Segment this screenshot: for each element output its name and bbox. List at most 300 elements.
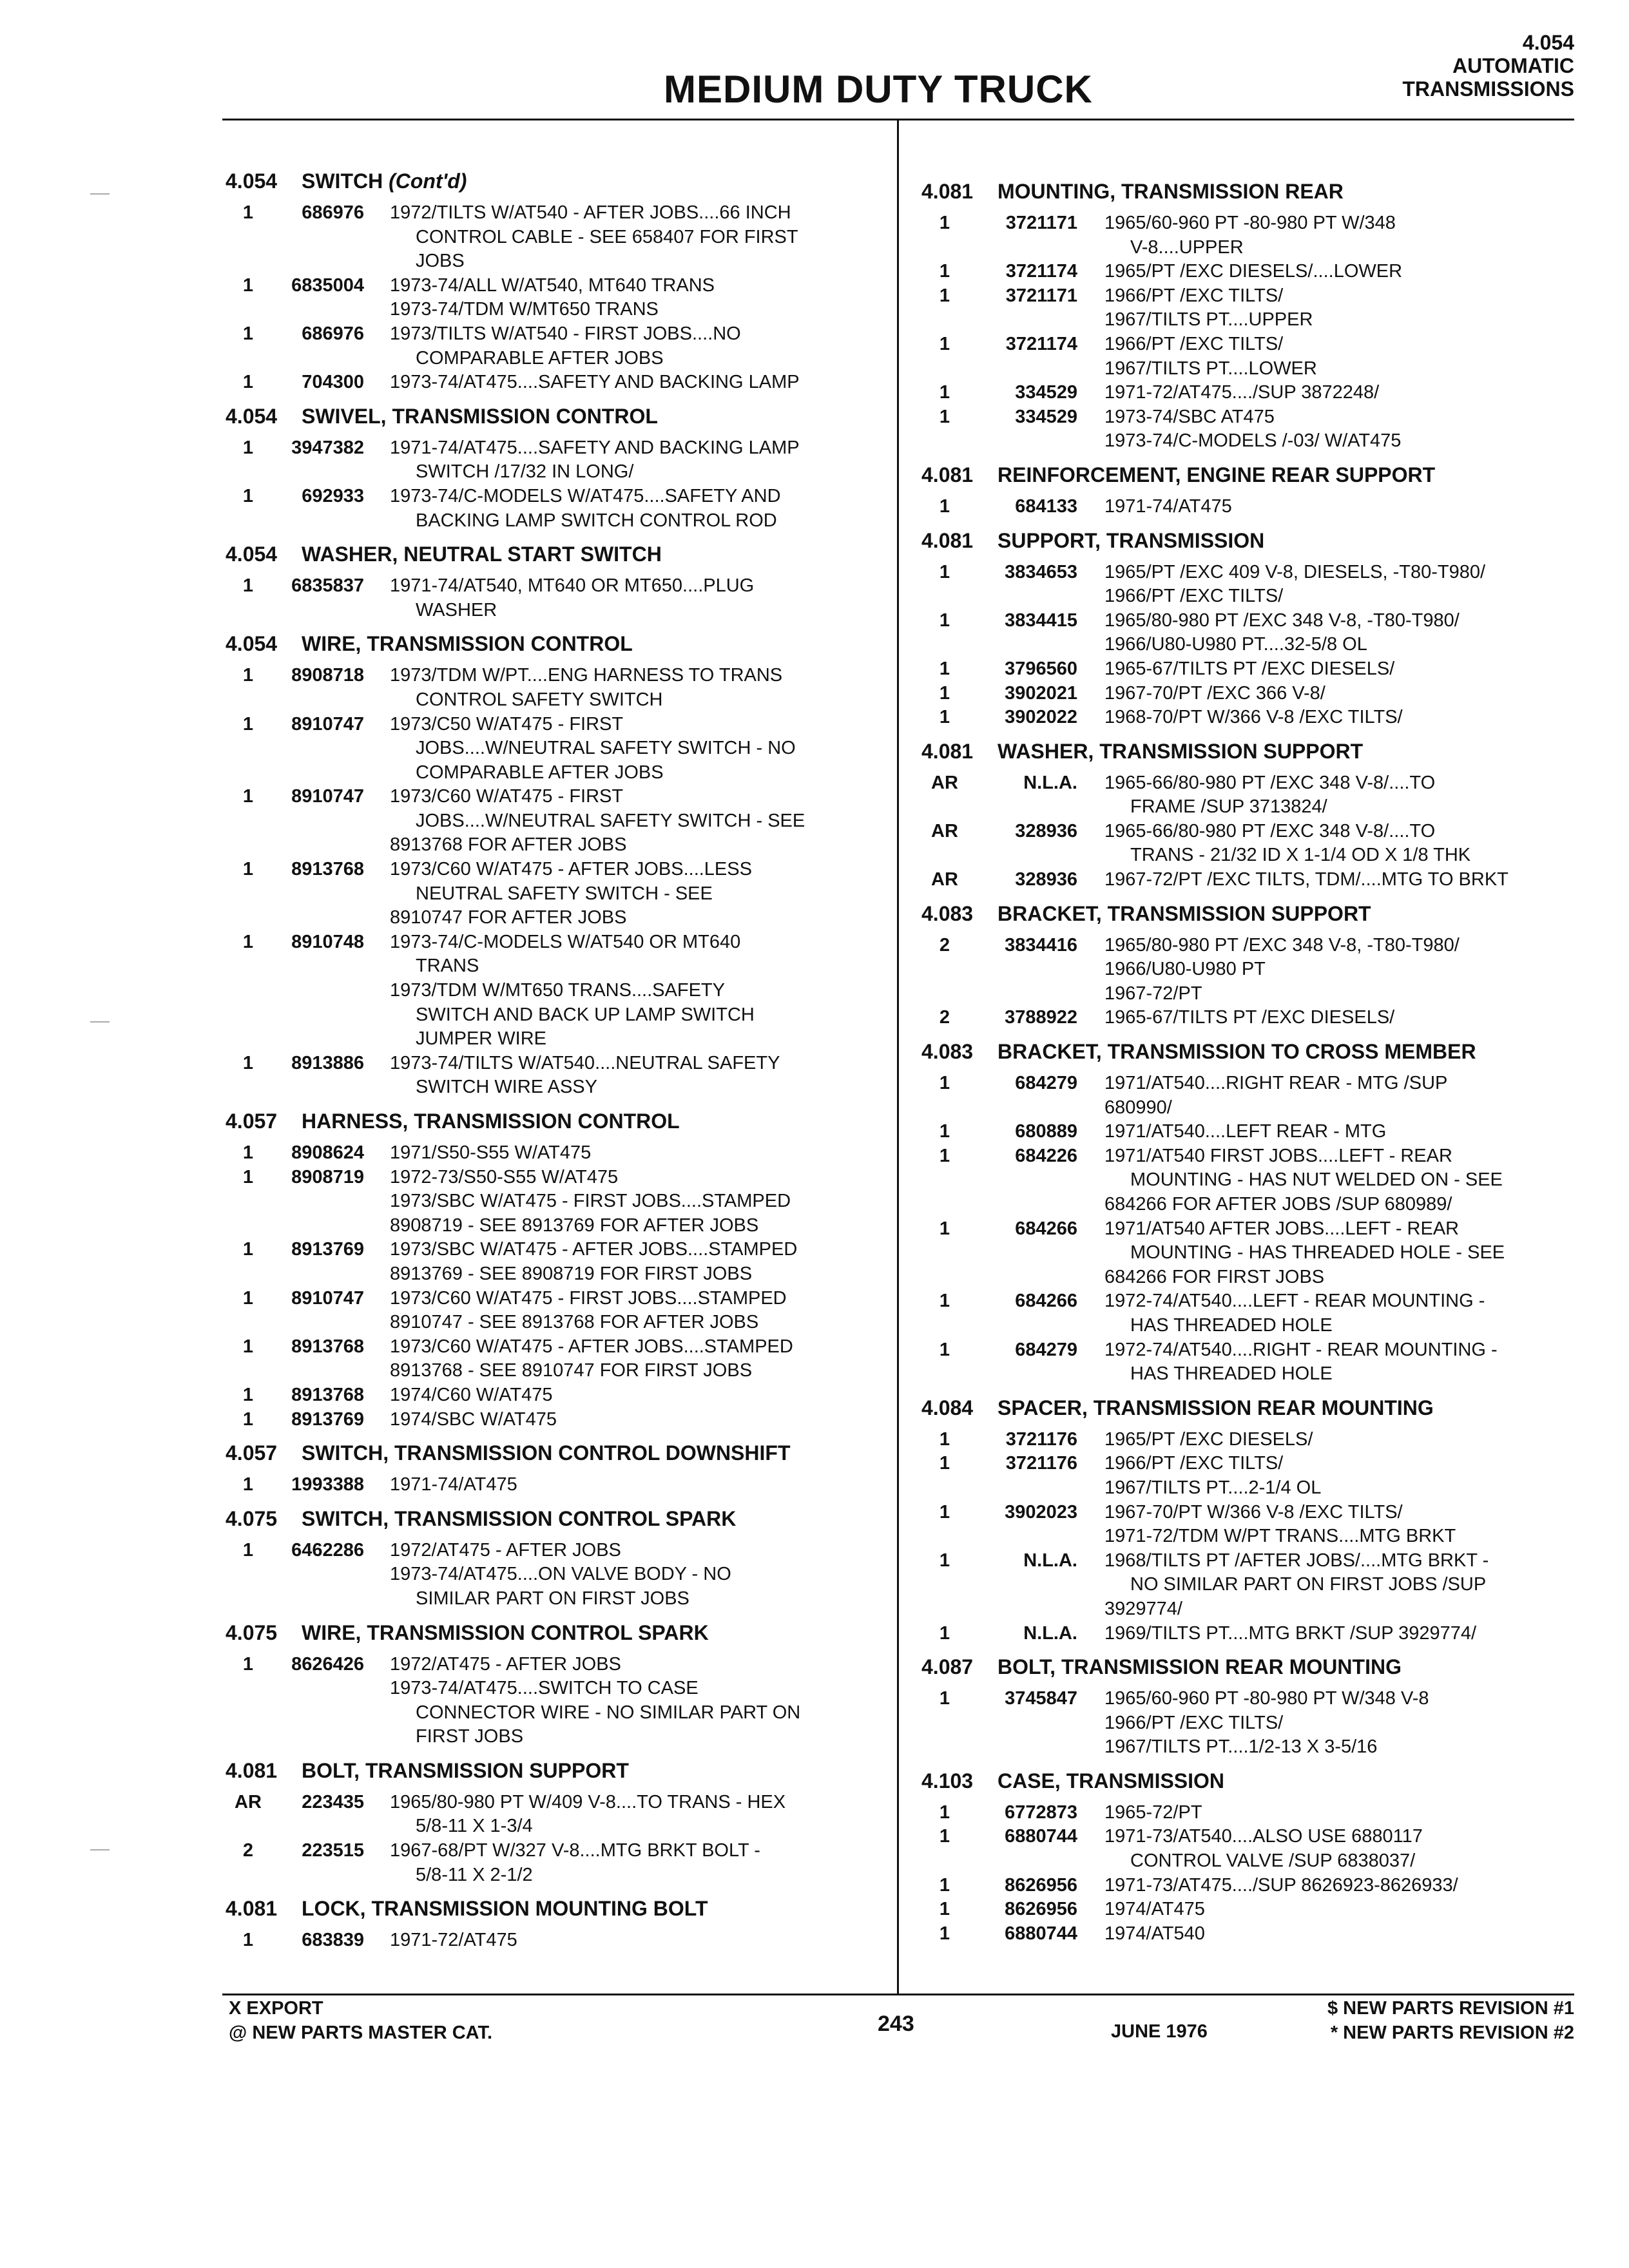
part-number: 6835004 xyxy=(291,274,364,296)
description-line: 1973-74/ALL W/AT540, MT640 TRANS xyxy=(390,274,715,296)
part-description xyxy=(364,1539,889,1611)
part-entry xyxy=(226,1408,889,1432)
quantity: 1 xyxy=(939,495,950,517)
description-line: 1973/TDM W/MT650 TRANS....SAFETY xyxy=(390,980,725,1001)
description-line: 1967-70/PT W/366 V-8 /EXC TILTS/ xyxy=(1104,1501,1403,1523)
part-entry xyxy=(921,1687,1579,1760)
quantity: 1 xyxy=(939,1145,950,1166)
part-description xyxy=(1077,1825,1579,1873)
column-divider xyxy=(897,120,899,1994)
description-line: 1974/C60 W/AT475 xyxy=(390,1384,553,1405)
description-line: 684266 FOR AFTER JOBS /SUP 680989/ xyxy=(1104,1194,1452,1215)
quantity: 2 xyxy=(939,1007,950,1028)
part-description xyxy=(1077,1144,1579,1217)
quantity: 1 xyxy=(242,1336,254,1357)
quantity: AR xyxy=(931,820,958,841)
part-description xyxy=(1077,1898,1579,1922)
description-line: 1965-66/80-980 PT /EXC 348 V-8/....TO xyxy=(1104,772,1436,793)
description-line: 684266 FOR FIRST JOBS xyxy=(1104,1266,1325,1287)
description-line: 1965/60-960 PT -80-980 PT W/348 V-8 xyxy=(1104,1688,1429,1709)
part-description xyxy=(1077,682,1579,706)
description-line: 1971-74/AT475....SAFETY AND BACKING LAMP xyxy=(390,437,800,458)
part-description xyxy=(364,1335,889,1383)
part-description xyxy=(1077,609,1579,657)
description-line: 5/8-11 X 1-3/4 xyxy=(416,1816,533,1837)
part-description xyxy=(1077,260,1579,284)
continued-label: (Cont'd) xyxy=(389,169,467,193)
part-description xyxy=(364,713,889,785)
part-number: 6462286 xyxy=(291,1539,364,1561)
description-line: 1971/AT540 FIRST JOBS....LEFT - REAR xyxy=(1104,1145,1452,1166)
part-entry xyxy=(226,858,889,930)
description-line: 3929774/ xyxy=(1104,1598,1182,1619)
quantity: 1 xyxy=(939,1622,950,1644)
quantity: 1 xyxy=(939,682,950,704)
quantity: 1 xyxy=(242,202,254,223)
part-description xyxy=(1077,1687,1579,1760)
part-entry xyxy=(921,820,1579,868)
description-line: JOBS....W/NEUTRAL SAFETY SWITCH - NO xyxy=(416,738,796,759)
quantity: 1 xyxy=(242,485,254,506)
part-description xyxy=(1077,1428,1579,1452)
part-number: 3745847 xyxy=(1005,1688,1077,1709)
description-line: 8913768 - SEE 8910747 FOR FIRST JOBS xyxy=(390,1360,753,1381)
description-line: 1971-74/AT475 xyxy=(390,1474,517,1495)
section-number: 4.054 xyxy=(226,169,278,193)
part-description xyxy=(1077,1874,1579,1898)
description-line: 1967/TILTS PT....UPPER xyxy=(1104,309,1313,331)
footer-legend-export: X EXPORT xyxy=(229,1998,323,2019)
section-heading xyxy=(226,541,889,568)
quantity: 1 xyxy=(939,1218,950,1239)
part-entry xyxy=(226,1383,889,1408)
part-number: 8908624 xyxy=(291,1142,364,1163)
description-line: CONTROL SAFETY SWITCH xyxy=(416,689,663,710)
description-line: 1965/80-980 PT /EXC 348 V-8, -T80-T980/ xyxy=(1104,934,1460,956)
section-number: 4.081 xyxy=(226,1758,278,1782)
quantity: 1 xyxy=(939,1874,950,1896)
description-line: 1973-74/AT475....SWITCH TO CASE xyxy=(390,1678,699,1699)
part-entry xyxy=(226,1335,889,1383)
description-line: 1973-74/SBC AT475 xyxy=(1104,406,1275,427)
description-line: NEUTRAL SAFETY SWITCH - SEE xyxy=(416,883,713,904)
quantity: AR xyxy=(931,869,958,890)
part-description xyxy=(1077,381,1579,405)
part-description xyxy=(1077,1217,1579,1290)
description-line: 8910747 - SEE 8913768 FOR AFTER JOBS xyxy=(390,1312,759,1333)
part-description xyxy=(1077,1289,1579,1338)
section-title: SUPPORT, TRANSMISSION xyxy=(998,528,1265,552)
description-line: 1966/PT /EXC TILTS/ xyxy=(1104,1453,1284,1474)
description-line: 1974/SBC W/AT475 xyxy=(390,1408,557,1430)
quantity: 1 xyxy=(242,1474,254,1495)
part-description xyxy=(364,201,889,274)
section-number: 4.075 xyxy=(226,1620,278,1644)
description-line: 1967-70/PT /EXC 366 V-8/ xyxy=(1104,682,1325,704)
section-title: CASE, TRANSMISSION xyxy=(998,1769,1225,1792)
part-entry xyxy=(921,1452,1579,1500)
part-number: 8913886 xyxy=(291,1052,364,1073)
part-entry xyxy=(226,1141,889,1166)
description-line: 1965/PT /EXC DIESELS/ xyxy=(1104,1428,1313,1450)
part-number: 3721176 xyxy=(1005,1428,1077,1450)
part-number: 3721174 xyxy=(1005,333,1077,354)
description-line: 1965-67/TILTS PT /EXC DIESELS/ xyxy=(1104,1007,1395,1028)
part-description xyxy=(364,1141,889,1166)
description-line: 1965-66/80-980 PT /EXC 348 V-8/....TO xyxy=(1104,820,1436,841)
description-line: CONTROL VALVE /SUP 6838037/ xyxy=(1130,1850,1416,1872)
quantity: 1 xyxy=(939,1501,950,1523)
left-column xyxy=(226,160,889,1953)
quantity: 1 xyxy=(242,859,254,880)
page-number: 243 xyxy=(878,2012,914,2036)
section-heading xyxy=(921,1767,1579,1794)
part-entry xyxy=(921,657,1579,682)
description-line: 1973-74/AT475....ON VALVE BODY - NO xyxy=(390,1564,731,1585)
description-line: BACKING LAMP SWITCH CONTROL ROD xyxy=(416,510,777,531)
part-number: 8626426 xyxy=(291,1653,364,1675)
description-line: 8910747 FOR AFTER JOBS xyxy=(390,907,627,928)
quantity: 1 xyxy=(242,1384,254,1405)
part-number: 3834416 xyxy=(1005,934,1077,956)
part-entry xyxy=(226,1791,889,1839)
part-description xyxy=(1077,820,1579,868)
description-line: JOBS xyxy=(416,251,465,272)
part-description xyxy=(1077,1120,1579,1144)
description-line: JOBS....W/NEUTRAL SAFETY SWITCH - SEE xyxy=(416,810,805,831)
description-line: 1973-74/C-MODELS /-03/ W/AT475 xyxy=(1104,430,1402,452)
section-title: WIRE, TRANSMISSION CONTROL SPARK xyxy=(302,1620,709,1644)
part-description xyxy=(364,1791,889,1839)
quantity: 1 xyxy=(939,561,950,582)
quantity: 1 xyxy=(242,575,254,597)
description-line: 1968-70/PT W/366 V-8 /EXC TILTS/ xyxy=(1104,707,1403,728)
part-description xyxy=(1077,211,1579,260)
footer-legend-revision-2: * NEW PARTS REVISION #2 xyxy=(1330,2023,1574,2043)
part-entry xyxy=(921,1825,1579,1873)
part-entry xyxy=(226,1928,889,1953)
part-entry xyxy=(921,405,1579,454)
section-number: 4.081 xyxy=(921,739,974,763)
quantity: 1 xyxy=(242,1142,254,1163)
description-line: 1971/AT540....RIGHT REAR - MTG /SUP xyxy=(1104,1073,1448,1094)
description-line: 1973/C60 W/AT475 - AFTER JOBS....STAMPED xyxy=(390,1336,793,1357)
description-line: 1965/PT /EXC DIESELS/....LOWER xyxy=(1104,261,1403,282)
part-number: 680889 xyxy=(1015,1121,1077,1142)
section-title-line-1: AUTOMATIC xyxy=(1452,54,1574,77)
section-heading xyxy=(226,1619,889,1646)
part-number: 704300 xyxy=(302,372,364,393)
description-line: SWITCH /17/32 IN LONG/ xyxy=(416,461,634,483)
section-heading xyxy=(226,168,889,195)
description-line: 1972-74/AT540....LEFT - REAR MOUNTING - xyxy=(1104,1291,1485,1312)
quantity: 1 xyxy=(939,213,950,233)
section-heading xyxy=(921,738,1579,765)
part-number: 8908719 xyxy=(291,1166,364,1187)
part-number: 328936 xyxy=(1015,820,1077,841)
part-entry xyxy=(226,713,889,785)
quantity: 1 xyxy=(242,1239,254,1260)
part-number: 223435 xyxy=(302,1791,364,1812)
description-line: 1974/AT475 xyxy=(1104,1899,1205,1920)
quantity: 1 xyxy=(939,1923,950,1944)
quantity: 1 xyxy=(939,1428,950,1450)
part-number: N.L.A. xyxy=(1023,1550,1077,1571)
quantity: 2 xyxy=(939,934,950,956)
part-entry xyxy=(226,1473,889,1497)
part-number: 686976 xyxy=(302,323,364,344)
part-entry xyxy=(226,1238,889,1286)
part-number: 684266 xyxy=(1015,1218,1077,1239)
description-line: CONTROL CABLE - SEE 658407 FOR FIRST xyxy=(416,226,798,247)
description-line: TRANS - 21/32 ID X 1-1/4 OD X 1/8 THK xyxy=(1130,845,1471,866)
part-entry xyxy=(226,930,889,1052)
part-number: N.L.A. xyxy=(1023,1622,1077,1644)
description-line: 1965/80-980 PT /EXC 348 V-8, -T80-T980/ xyxy=(1104,610,1460,631)
quantity: 1 xyxy=(242,665,254,686)
margin-mark xyxy=(90,1849,110,1850)
margin-mark xyxy=(90,1021,110,1023)
quantity: 1 xyxy=(242,1166,254,1187)
description-line: MOUNTING - HAS NUT WELDED ON - SEE xyxy=(1130,1169,1503,1191)
part-entry xyxy=(921,1549,1579,1622)
section-heading xyxy=(921,461,1579,488)
section-number: 4.054 xyxy=(1522,31,1574,54)
part-entry xyxy=(921,771,1579,820)
part-description xyxy=(364,664,889,712)
description-line: 1966/PT /EXC TILTS/ xyxy=(1104,333,1284,354)
description-line: 1973-74/AT475....SAFETY AND BACKING LAMP xyxy=(390,372,800,393)
description-line: SIMILAR PART ON FIRST JOBS xyxy=(416,1588,689,1609)
section-title: MOUNTING, TRANSMISSION REAR xyxy=(998,180,1344,203)
part-number: 3721176 xyxy=(1005,1453,1077,1474)
description-line: 8913769 - SEE 8908719 FOR FIRST JOBS xyxy=(390,1263,753,1284)
part-number: 6772873 xyxy=(1005,1802,1077,1823)
quantity: 1 xyxy=(939,382,950,403)
section-title: SPACER, TRANSMISSION REAR MOUNTING xyxy=(998,1396,1434,1419)
part-description xyxy=(1077,1501,1579,1549)
part-entry xyxy=(226,201,889,274)
part-entry xyxy=(921,1428,1579,1452)
section-title: BRACKET, TRANSMISSION TO CROSS MEMBER xyxy=(998,1040,1476,1064)
part-number: 3902021 xyxy=(1005,682,1077,704)
description-line: 1972/AT475 - AFTER JOBS xyxy=(390,1539,621,1561)
section-number: 4.081 xyxy=(921,528,974,552)
part-description xyxy=(364,436,889,485)
description-line: 1967-68/PT W/327 V-8....MTG BRKT BOLT - xyxy=(390,1840,760,1861)
description-line: 1967-72/PT xyxy=(1104,983,1202,1004)
description-line: MOUNTING - HAS THREADED HOLE - SEE xyxy=(1130,1242,1505,1264)
description-line: 1966/PT /EXC TILTS/ xyxy=(1104,586,1284,607)
section-title: WASHER, NEUTRAL START SWITCH xyxy=(302,543,662,566)
part-description xyxy=(364,1287,889,1335)
quantity: 2 xyxy=(242,1840,254,1861)
page-title: MEDIUM DUTY TRUCK xyxy=(664,68,1093,111)
quantity: 1 xyxy=(242,323,254,344)
quantity: 1 xyxy=(242,931,254,952)
part-entry xyxy=(921,868,1579,892)
part-entry xyxy=(921,1120,1579,1144)
description-line: 1973-74/TILTS W/AT540....NEUTRAL SAFETY xyxy=(390,1052,780,1073)
description-line: 1966/U80-U980 PT....32-5/8 OL xyxy=(1104,634,1367,655)
part-description xyxy=(364,1238,889,1286)
description-line: 1971-72/AT475..../SUP 3872248/ xyxy=(1104,382,1380,403)
quantity: 1 xyxy=(242,437,254,458)
section-number: 4.081 xyxy=(226,1897,278,1921)
part-number: 3721174 xyxy=(1005,261,1077,282)
section-heading xyxy=(921,1653,1579,1680)
section-number: 4.075 xyxy=(226,1506,278,1530)
part-number: 684279 xyxy=(1015,1073,1077,1094)
section-heading xyxy=(226,1505,889,1532)
part-entry xyxy=(226,322,889,370)
part-number: 8910747 xyxy=(291,1287,364,1309)
part-number: 684133 xyxy=(1015,495,1077,517)
section-number: 4.054 xyxy=(226,543,278,566)
part-entry xyxy=(921,561,1579,609)
part-number: 683839 xyxy=(302,1930,364,1951)
section-heading xyxy=(226,1895,889,1922)
description-line: WASHER xyxy=(416,599,497,620)
quantity: 1 xyxy=(939,1826,950,1847)
section-number: 4.084 xyxy=(921,1396,974,1419)
part-number: 8626956 xyxy=(1005,1874,1077,1896)
quantity: 1 xyxy=(939,1688,950,1709)
part-description xyxy=(1077,561,1579,609)
quantity: 1 xyxy=(939,1899,950,1920)
part-number: 3834415 xyxy=(1005,610,1077,631)
description-line: 8908719 - SEE 8913769 FOR AFTER JOBS xyxy=(390,1215,759,1236)
part-description xyxy=(364,1383,889,1408)
part-number: 684226 xyxy=(1015,1145,1077,1166)
part-number: 3902022 xyxy=(1005,707,1077,728)
description-line: 1967/TILTS PT....2-1/4 OL xyxy=(1104,1477,1322,1498)
part-description xyxy=(1077,706,1579,730)
quantity: AR xyxy=(235,1791,262,1812)
part-description xyxy=(1077,1006,1579,1030)
part-description xyxy=(1077,1922,1579,1946)
quantity: 1 xyxy=(939,658,950,679)
quantity: 1 xyxy=(242,1930,254,1951)
quantity: 1 xyxy=(242,713,254,735)
quantity: AR xyxy=(931,772,958,793)
part-entry xyxy=(921,260,1579,284)
part-entry xyxy=(921,495,1579,519)
quantity: 1 xyxy=(242,372,254,393)
part-description xyxy=(1077,1072,1579,1120)
part-number: 8913768 xyxy=(291,1384,364,1405)
part-entry xyxy=(226,1539,889,1611)
description-line: 1971-72/AT475 xyxy=(390,1930,517,1951)
part-entry xyxy=(226,436,889,485)
part-description xyxy=(364,1928,889,1953)
description-line: 1971-72/TDM W/PT TRANS....MTG BRKT xyxy=(1104,1526,1456,1547)
description-line: 1965-67/TILTS PT /EXC DIESELS/ xyxy=(1104,658,1395,679)
section-heading xyxy=(921,1394,1579,1421)
part-entry xyxy=(921,1622,1579,1646)
part-description xyxy=(1077,657,1579,682)
publication-date: JUNE 1976 xyxy=(1111,2021,1208,2042)
part-entry xyxy=(226,1287,889,1335)
footer-legend-master: @ NEW PARTS MASTER CAT. xyxy=(229,2023,493,2043)
part-number: 3947382 xyxy=(291,437,364,458)
part-description xyxy=(364,1839,889,1887)
part-description xyxy=(364,1166,889,1238)
margin-mark xyxy=(90,193,110,195)
section-title: SWITCH, TRANSMISSION CONTROL DOWNSHIFT xyxy=(302,1441,791,1465)
part-description xyxy=(1077,495,1579,519)
quantity: 1 xyxy=(242,1653,254,1675)
part-entry xyxy=(921,332,1579,381)
part-number: 334529 xyxy=(1015,382,1077,403)
description-line: 1969/TILTS PT....MTG BRKT /SUP 3929774/ xyxy=(1104,1622,1477,1644)
description-line: 1965/80-980 PT W/409 V-8....TO TRANS - HEX xyxy=(390,1791,786,1812)
part-description xyxy=(364,1653,889,1749)
part-number: 684279 xyxy=(1015,1339,1077,1360)
section-number: 4.083 xyxy=(921,1040,974,1064)
part-entry xyxy=(226,274,889,322)
description-line: COMPARABLE AFTER JOBS xyxy=(416,762,664,783)
section-title: WASHER, TRANSMISSION SUPPORT xyxy=(998,739,1364,763)
part-entry xyxy=(226,1839,889,1887)
part-number: 6880744 xyxy=(1005,1923,1077,1944)
section-heading xyxy=(921,1038,1579,1065)
quantity: 1 xyxy=(939,406,950,427)
part-number: 328936 xyxy=(1015,869,1077,890)
section-number: 4.081 xyxy=(921,180,974,203)
part-number: 3902023 xyxy=(1005,1501,1077,1523)
section-heading xyxy=(921,527,1579,554)
quantity: 1 xyxy=(939,707,950,728)
description-line: 1973-74/C-MODELS W/AT475....SAFETY AND xyxy=(390,485,781,506)
quantity: 1 xyxy=(242,786,254,807)
part-number: 8913768 xyxy=(291,1336,364,1357)
part-entry xyxy=(226,485,889,533)
description-line: 1968/TILTS PT /AFTER JOBS/....MTG BRKT - xyxy=(1104,1550,1489,1571)
part-number: 223515 xyxy=(302,1840,364,1861)
description-line: 1971/AT540 AFTER JOBS....LEFT - REAR xyxy=(1104,1218,1460,1239)
description-line: COMPARABLE AFTER JOBS xyxy=(416,347,664,369)
part-entry xyxy=(921,682,1579,706)
part-entry xyxy=(921,1338,1579,1387)
part-description xyxy=(1077,1452,1579,1500)
part-description xyxy=(364,485,889,533)
part-entry xyxy=(921,1072,1579,1120)
part-description xyxy=(1077,284,1579,332)
quantity: 1 xyxy=(939,1550,950,1571)
section-title: BOLT, TRANSMISSION SUPPORT xyxy=(302,1758,629,1782)
section-number: 4.103 xyxy=(921,1769,974,1792)
description-line: V-8....UPPER xyxy=(1130,236,1244,258)
description-line: 1972-74/AT540....RIGHT - REAR MOUNTING - xyxy=(1104,1339,1498,1360)
description-line: 1965/PT /EXC 409 V-8, DIESELS, -T80-T980/ xyxy=(1104,561,1486,582)
description-line: 1973/C60 W/AT475 - FIRST JOBS....STAMPED xyxy=(390,1287,787,1309)
part-description xyxy=(364,322,889,370)
part-number: 3721171 xyxy=(1005,213,1077,233)
section-title: HARNESS, TRANSMISSION CONTROL xyxy=(302,1110,680,1133)
part-number: 6835837 xyxy=(291,575,364,597)
quantity: 1 xyxy=(242,1052,254,1073)
part-description xyxy=(1077,1338,1579,1387)
quantity: 1 xyxy=(939,1339,950,1360)
section-heading xyxy=(226,403,889,430)
description-line: JUMPER WIRE xyxy=(416,1028,546,1050)
section-title: BRACKET, TRANSMISSION SUPPORT xyxy=(998,901,1371,925)
section-heading xyxy=(1402,31,1574,101)
section-title: SWITCH xyxy=(302,169,383,193)
description-line: 1966/U80-U980 PT xyxy=(1104,959,1266,980)
section-number: 4.054 xyxy=(226,632,278,656)
